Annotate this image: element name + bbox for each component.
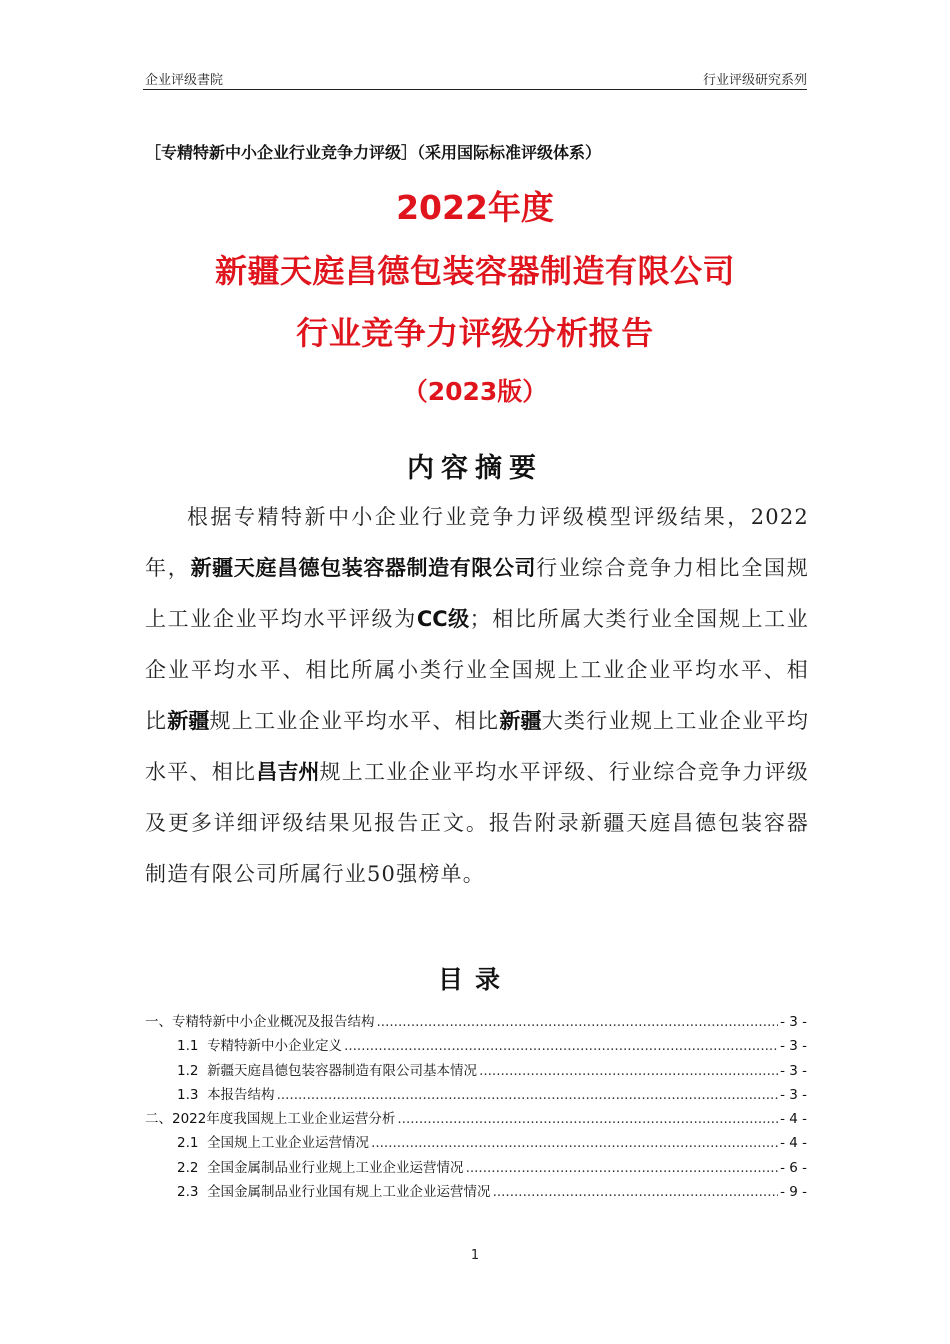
abstract-prefecture: 昌吉州: [256, 760, 320, 784]
toc-entry-page: - 3 -: [780, 1038, 807, 1055]
toc-entry[interactable]: [145, 1107, 807, 1131]
table-of-contents: [145, 1010, 807, 1204]
toc-entry-number: 2.1: [177, 1135, 208, 1152]
abstract-region: 新疆: [167, 709, 210, 733]
running-header-left: 企业评级書院: [145, 73, 224, 88]
toc-entry-title: 专精特新中小企业定义: [207, 1038, 343, 1055]
abstract-text: 规上工业企业平均水平评级、行业综合竞争力评级及更多详细评级结果见报告正文。报告附录新疆天庭昌德包装容器制造有限公司所属行业50强榜单。: [145, 760, 810, 886]
abstract-text: 根据专精特新中小企业行业竞争力评级模型评级结果，2022年，: [145, 505, 809, 580]
abstract-heading: 内容摘要: [407, 453, 543, 484]
title-report: 行业竞争力评级分析报告: [296, 314, 654, 352]
title-company: 新疆天庭昌德包装容器制造有限公司: [214, 252, 735, 290]
toc-entry-title: 全国金属制品业行业规上工业企业运营情况: [207, 1159, 464, 1176]
abstract-rating: CC级: [416, 607, 470, 631]
abstract-text: 大类行业规上工业企业平均水平、相比: [145, 709, 810, 784]
toc-leader-dots: [344, 1038, 778, 1054]
toc-heading: 目录: [437, 965, 512, 994]
abstract-text: 行业综合竞争力相比全国规上工业企业平均水平评级为: [145, 556, 809, 631]
toc-entry-title: 本报告结构: [207, 1086, 275, 1103]
toc-entry-number: 1.3: [177, 1086, 208, 1103]
toc-entry-title: 新疆天庭昌德包装容器制造有限公司基本情况: [207, 1062, 478, 1079]
toc-entry-title: 全国金属制品业行业国有规上工业企业运营情况: [207, 1184, 491, 1201]
toc-entry[interactable]: [145, 1156, 807, 1180]
toc-leader-dots: [493, 1184, 779, 1200]
toc-entry-number: 2.3: [177, 1184, 208, 1201]
toc-entry-title: 专精特新中小企业概况及报告结构: [172, 1014, 375, 1030]
toc-leader-dots: [466, 1160, 779, 1176]
abstract-paragraph: [145, 492, 809, 900]
toc-entry-title: 全国规上工业企业运营情况: [207, 1135, 370, 1152]
toc-entry[interactable]: [145, 1034, 807, 1058]
title-edition: （2023版）: [402, 377, 548, 406]
toc-entry[interactable]: [145, 1010, 807, 1034]
toc-leader-dots: [397, 1111, 778, 1127]
toc-entry-page: - 4 -: [780, 1135, 807, 1152]
toc-leader-dots: [479, 1063, 778, 1079]
abstract-region: 新疆: [499, 709, 542, 733]
toc-entry-number: 一、: [145, 1014, 172, 1030]
toc-entry-page: - 3 -: [780, 1014, 807, 1030]
abstract-text: 规上工业企业平均水平、相比: [209, 709, 500, 733]
toc-entry-page: - 4 -: [780, 1111, 807, 1128]
toc-entry-number: 1.1: [177, 1038, 208, 1055]
toc-entry[interactable]: [145, 1180, 807, 1204]
toc-entry[interactable]: [145, 1059, 807, 1083]
toc-entry-page: - 9 -: [780, 1184, 807, 1201]
title-year: 2022年度: [396, 188, 554, 227]
report-series-tagline: ［专精特新中小企业行业竞争力评级］（采用国际标准评级体系）: [145, 143, 602, 162]
header-rule: [143, 89, 807, 90]
toc-entry-page: - 6 -: [780, 1159, 807, 1176]
running-header-right: 行业评级研究系列: [702, 73, 807, 88]
page-number: 1: [470, 1248, 480, 1263]
toc-leader-dots: [277, 1087, 779, 1103]
abstract-text: ；相比所属大类行业全国规上工业企业平均水平、相比所属小类行业全国规上工业企业平均水平、相比: [145, 607, 810, 733]
toc-entry-page: - 3 -: [780, 1086, 807, 1103]
toc-leader-dots: [371, 1135, 778, 1151]
toc-entry-page: - 3 -: [780, 1062, 807, 1079]
toc-entry-number: 1.2: [177, 1062, 208, 1079]
toc-entry[interactable]: [145, 1083, 807, 1107]
toc-entry[interactable]: [145, 1131, 807, 1155]
toc-entry-title: 2022年度我国规上工业企业运营分析: [172, 1111, 396, 1128]
abstract-company-name: 新疆天庭昌德包装容器制造有限公司: [190, 556, 537, 580]
toc-leader-dots: [377, 1014, 779, 1030]
toc-entry-number: 二、: [145, 1111, 172, 1128]
toc-entry-number: 2.2: [177, 1159, 208, 1176]
